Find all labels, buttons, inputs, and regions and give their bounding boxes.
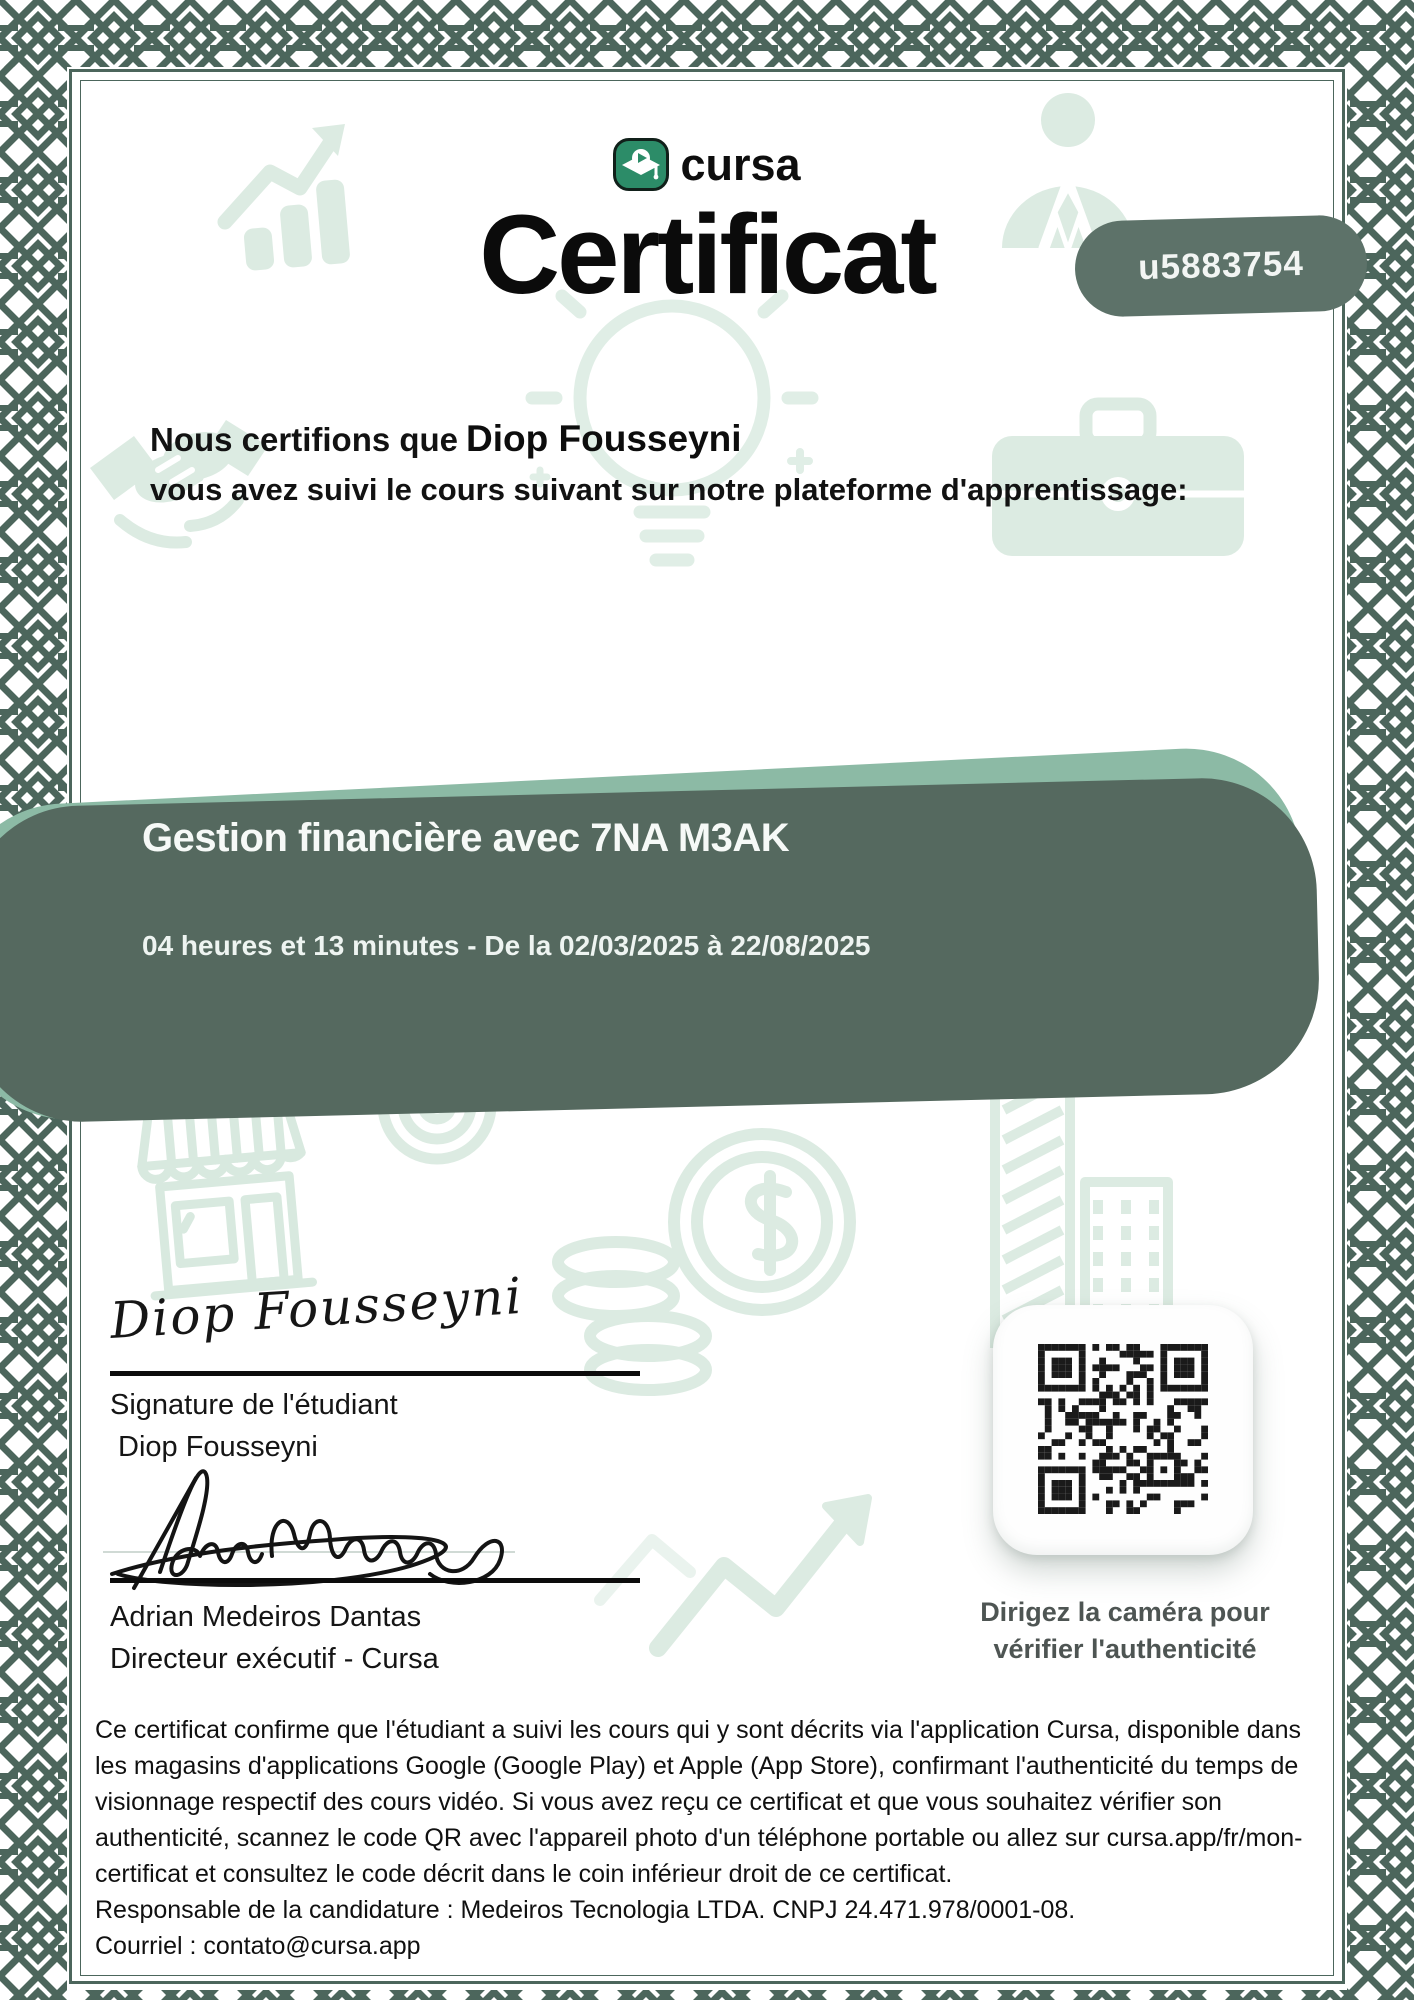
- course-name: Gestion financière avec 7NA M3AK: [142, 816, 790, 860]
- intro-subtitle: vous avez suivi le cours suivant sur notre plateforme d'apprentissage:: [150, 472, 1188, 507]
- student-signature-label: Signature de l'étudiant: [110, 1389, 398, 1421]
- border-pattern-bottom: [0, 1990, 1414, 2000]
- border-pattern-top: [0, 0, 1414, 67]
- course-details: 04 heures et 13 minutes - De la 02/03/2025 à 22/08/2025: [142, 930, 871, 961]
- qr-card: [993, 1305, 1253, 1555]
- cursa-logo: [0, 138, 1414, 191]
- graduation-cap-play-icon: [613, 138, 669, 191]
- qr-caption-line1: Dirigez la caméra pour: [980, 1597, 1270, 1627]
- certificate-code-badge: [1074, 214, 1368, 318]
- qr-code: [1038, 1343, 1208, 1515]
- student-name: Diop Fousseyni: [466, 418, 742, 459]
- student-signature-script: Diop Fousseyni: [108, 1266, 525, 1350]
- footer-paragraph: Ce certificat confirme que l'étudiant a suivi les cours qui y sont décrits via l'application Cursa, disponible dans les magasins d'applications Google (Google Play) et Apple (App Store), confirmant l'authenticité du temps de visionnage respectif des cours vidéo. Si vous avez reçu ce certificat et que vous souhaitez vérifier son authenticité, scannez le code QR avec l'appareil photo d'un téléphone portable ou allez sur cursa.app/fr/mon-certificat et consultez le code décrit dans le coin inférieur droit de ce certificat.: [95, 1716, 1303, 1888]
- qr-caption-line2: vérifier l'authenticité: [993, 1634, 1257, 1664]
- director-signature-block: [110, 1596, 439, 1680]
- certify-label: Nous certifions que: [150, 421, 459, 458]
- director-role: Directeur exécutif - Cursa: [110, 1643, 439, 1675]
- student-printed-name: Diop Fousseyni: [118, 1431, 318, 1463]
- footer-responsible: Responsable de la candidature : Medeiros Tecnologia LTDA. CNPJ 24.471.978/0001-08.: [95, 1896, 1076, 1924]
- footer-legal-text: [95, 1712, 1320, 1964]
- logo-wordmark: cursa: [680, 138, 801, 190]
- certificate-title: Certificat: [479, 192, 935, 317]
- director-signature-script: [100, 1444, 540, 1594]
- footer-email: Courriel : contato@cursa.app: [95, 1932, 421, 1960]
- student-signature-line: [110, 1371, 640, 1376]
- director-signature-line: [110, 1578, 640, 1583]
- director-printed-name: Adrian Medeiros Dantas: [110, 1601, 422, 1633]
- qr-caption: [955, 1594, 1295, 1668]
- intro-block: [150, 414, 1188, 513]
- certificate-code: u5883754: [1137, 243, 1305, 288]
